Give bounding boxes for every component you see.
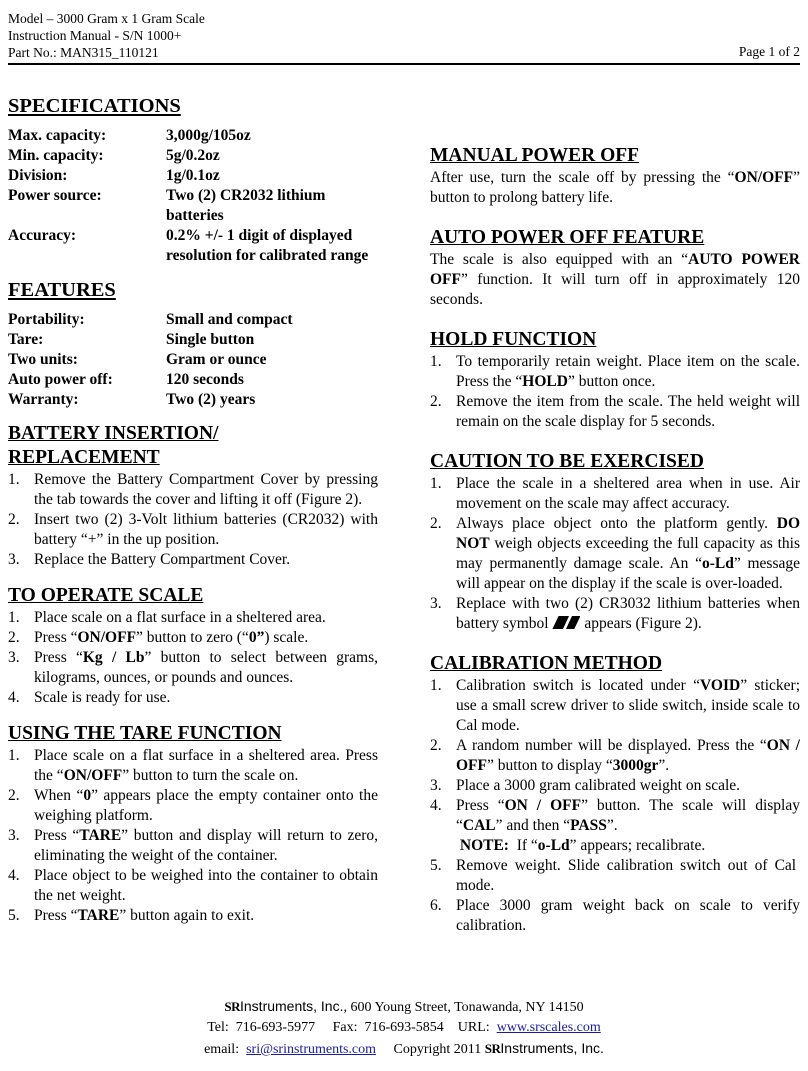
battery-step (8, 470, 378, 510)
operate-step (8, 608, 378, 628)
sr-logo: SR (224, 999, 240, 1014)
spec-value: 5g/0.2oz (166, 147, 220, 164)
step-number: 4. (8, 867, 20, 884)
part-number-line: Part No.: MAN315_110121 (8, 45, 159, 60)
step-text: Press “TARE” button and display will return to zero, eliminating the weight of the container. (34, 827, 378, 864)
battery-symbol-icon (552, 616, 580, 629)
battery-heading-line2: REPLACEMENT (8, 447, 160, 468)
company-address: , 600 Young Street, Tonawanda, NY 14150 (343, 1000, 584, 1015)
operate-steps (8, 608, 378, 708)
step-number: 3. (8, 649, 20, 666)
caution-heading: CAUTION TO BE EXERCISED (430, 451, 704, 472)
features-list (8, 310, 378, 410)
caution-step (430, 474, 800, 514)
operate-step (8, 648, 378, 688)
tare-step (8, 746, 378, 786)
step-number: 2. (8, 787, 20, 804)
step-number: 1. (8, 609, 20, 626)
feature-value: Gram or ounce (166, 351, 267, 368)
step-text: Place scale on a flat surface in a sheltered area. (34, 609, 326, 626)
step-number: 3. (8, 551, 20, 568)
step-number: 5. (8, 907, 20, 924)
company-name: Instruments, Inc. (240, 998, 344, 1014)
footer (0, 996, 808, 1060)
step-number: 2. (430, 393, 442, 410)
caution-steps (430, 474, 800, 634)
calibration-step (430, 676, 800, 736)
left-column (8, 94, 378, 926)
step-number: 3. (430, 595, 442, 612)
spec-row (8, 126, 378, 146)
features-heading: FEATURES (8, 279, 116, 301)
manual-power-off-text: After use, turn the scale off by pressing the “ON/OFF” button to prolong battery life. (430, 169, 800, 206)
step-text: Press “TARE” button again to exit. (34, 907, 255, 924)
step-number: 4. (430, 797, 442, 814)
step-number: 1. (8, 747, 20, 764)
manual-power-off-heading: MANUAL POWER OFF (430, 145, 640, 166)
feature-row (8, 370, 378, 390)
specifications-heading: SPECIFICATIONS (8, 95, 181, 117)
step-number: 1. (430, 677, 442, 694)
caution-step (430, 514, 800, 594)
auto-power-off-heading: AUTO POWER OFF FEATURE (430, 227, 705, 248)
step-text: Press “ON / OFF” button. The scale will display “CAL” and then “PASS”. NOTE: If “o-Ld” appears; recalibrate. (456, 797, 800, 854)
footer-contact-line (0, 1018, 808, 1038)
operate-heading: TO OPERATE SCALE (8, 585, 204, 606)
step-text: To temporarily retain weight. Place item on the scale. Press the “HOLD” button once. (456, 353, 800, 390)
operate-step (8, 628, 378, 648)
step-text: Replace the Battery Compartment Cover. (34, 551, 291, 568)
feature-label: Portability: (8, 311, 85, 328)
step-number: 3. (8, 827, 20, 844)
email-label: email: (204, 1042, 247, 1057)
feature-value: Single button (166, 331, 255, 348)
feature-label: Auto power off: (8, 371, 113, 388)
spec-value: 3,000g/105oz (166, 127, 251, 144)
step-number: 1. (430, 475, 442, 492)
feature-row (8, 390, 378, 410)
contact-numbers: Tel: 716-693-5977 Fax: 716-693-5854 URL: (207, 1020, 497, 1035)
step-number: 1. (8, 471, 20, 488)
document-header (8, 10, 205, 61)
hold-heading: HOLD FUNCTION (430, 329, 597, 350)
calibration-steps (430, 676, 800, 936)
step-text: Remove the item from the scale. The held weight will remain on the scale display for 5 seconds. (456, 393, 800, 430)
auto-power-off-text: The scale is also equipped with an “AUTO POWER OFF” function. It will turn off in approximately 120 seconds. (430, 251, 801, 308)
spec-label: Max. capacity: (8, 127, 107, 144)
step-text: Place object to be weighed into the container to obtain the net weight. (34, 867, 378, 904)
feature-value: Small and compact (166, 311, 293, 328)
feature-label: Warranty: (8, 391, 79, 408)
manual-line: Instruction Manual - S/N 1000+ (8, 28, 182, 43)
spec-row (8, 146, 378, 166)
tare-step (8, 826, 378, 866)
calibration-step (430, 856, 800, 896)
email-link[interactable]: sri@srinstruments.com (246, 1042, 377, 1057)
step-text: Insert two (2) 3-Volt lithium batteries (CR2032) with battery “+” in the up position. (34, 511, 378, 548)
spec-label: Power source: (8, 187, 102, 204)
calibration-step (430, 796, 800, 856)
spec-value: Two (2) CR2032 lithium batteries (166, 187, 326, 224)
step-text: Place the scale in a sheltered area when in use. Air movement on the scale may affect accuracy. (456, 475, 800, 512)
company-name-2: Instruments, Inc. (500, 1040, 604, 1056)
step-text: Press “ON/OFF” button to zero (“0”) scale. (34, 629, 309, 646)
hold-step (430, 352, 800, 392)
operate-step (8, 688, 378, 708)
battery-steps (8, 470, 378, 570)
step-text: Always place object onto the platform gently. DO NOT weigh objects exceeding the full capacity as this may permanently damage scale. An “o-Ld” message will appear on the display if the scale is over-loaded. (456, 515, 801, 592)
calibration-step (430, 736, 800, 776)
spec-row (8, 166, 378, 186)
feature-row (8, 310, 378, 330)
sr-logo-2: SR (484, 1041, 501, 1056)
page-number: Page 1 of 2 (738, 44, 800, 59)
model-line: Model – 3000 Gram x 1 Gram Scale (8, 11, 205, 26)
hold-step (430, 392, 800, 432)
step-text: Scale is ready for use. (34, 689, 171, 706)
spec-value: 0.2% +/- 1 digit of displayed resolution for calibrated range (166, 227, 369, 264)
battery-step (8, 510, 378, 550)
step-number: 1. (430, 353, 442, 370)
website-link[interactable]: www.srscales.com (496, 1020, 601, 1035)
tare-step (8, 866, 378, 906)
footer-email-line (0, 1038, 808, 1060)
step-text: Place a 3000 gram calibrated weight on scale. (456, 777, 741, 794)
step-text: A random number will be displayed. Press the “ON / OFF” button to display “3000gr”. (456, 737, 800, 774)
step-number: 2. (430, 515, 442, 532)
step-number: 2. (8, 511, 20, 528)
header-rule (8, 63, 800, 65)
feature-value: Two (2) years (166, 391, 256, 408)
feature-label: Tare: (8, 331, 44, 348)
feature-label: Two units: (8, 351, 78, 368)
tare-step (8, 906, 378, 926)
spec-label: Accuracy: (8, 227, 76, 244)
hold-steps (430, 352, 800, 432)
step-number: 2. (8, 629, 20, 646)
step-number: 2. (430, 737, 442, 754)
step-text: Remove the Battery Compartment Cover by pressing the tab towards the cover and lifting it off (Figure 2). (34, 471, 378, 508)
tare-steps (8, 746, 378, 926)
feature-row (8, 330, 378, 350)
step-text: When “0” appears place the empty container onto the weighing platform. (34, 787, 378, 824)
spec-label: Division: (8, 167, 68, 184)
calibration-step (430, 896, 800, 936)
step-number: 5. (430, 857, 442, 874)
footer-address-line (0, 996, 808, 1018)
specifications-list (8, 126, 378, 266)
step-number: 4. (8, 689, 20, 706)
step-text: Place scale on a flat surface in a sheltered area. Press the “ON/OFF” button to turn the scale on. (34, 747, 378, 784)
battery-heading-line1: BATTERY INSERTION/ (8, 423, 219, 444)
calibration-heading: CALIBRATION METHOD (430, 653, 663, 674)
spec-value: 1g/0.1oz (166, 167, 220, 184)
copyright-text: Copyright 2011 (376, 1042, 485, 1057)
step-text: Remove weight. Slide calibration switch out of Cal mode. (456, 857, 800, 894)
spec-row (8, 226, 378, 266)
step-text: Calibration switch is located under “VOID” sticker; use a small screw driver to slide switch, inside scale to Cal mode. (456, 677, 800, 734)
tare-heading: USING THE TARE FUNCTION (8, 723, 282, 744)
step-number: 3. (430, 777, 442, 794)
spec-label: Min. capacity: (8, 147, 104, 164)
right-column (430, 144, 800, 936)
feature-row (8, 350, 378, 370)
calibration-step (430, 776, 800, 796)
feature-value: 120 seconds (166, 371, 244, 388)
step-text: Press “Kg / Lb” button to select between grams, kilograms, ounces, or pounds and ounces. (34, 649, 378, 686)
step-text: Place 3000 gram weight back on scale to verify calibration. (456, 897, 800, 934)
step-number: 6. (430, 897, 442, 914)
tare-step (8, 786, 378, 826)
spec-row (8, 186, 378, 226)
caution-step (430, 594, 800, 634)
step-text: Replace with two (2) CR3032 lithium batteries when battery symbol appears (Figure 2). (456, 595, 800, 632)
battery-step (8, 550, 378, 570)
